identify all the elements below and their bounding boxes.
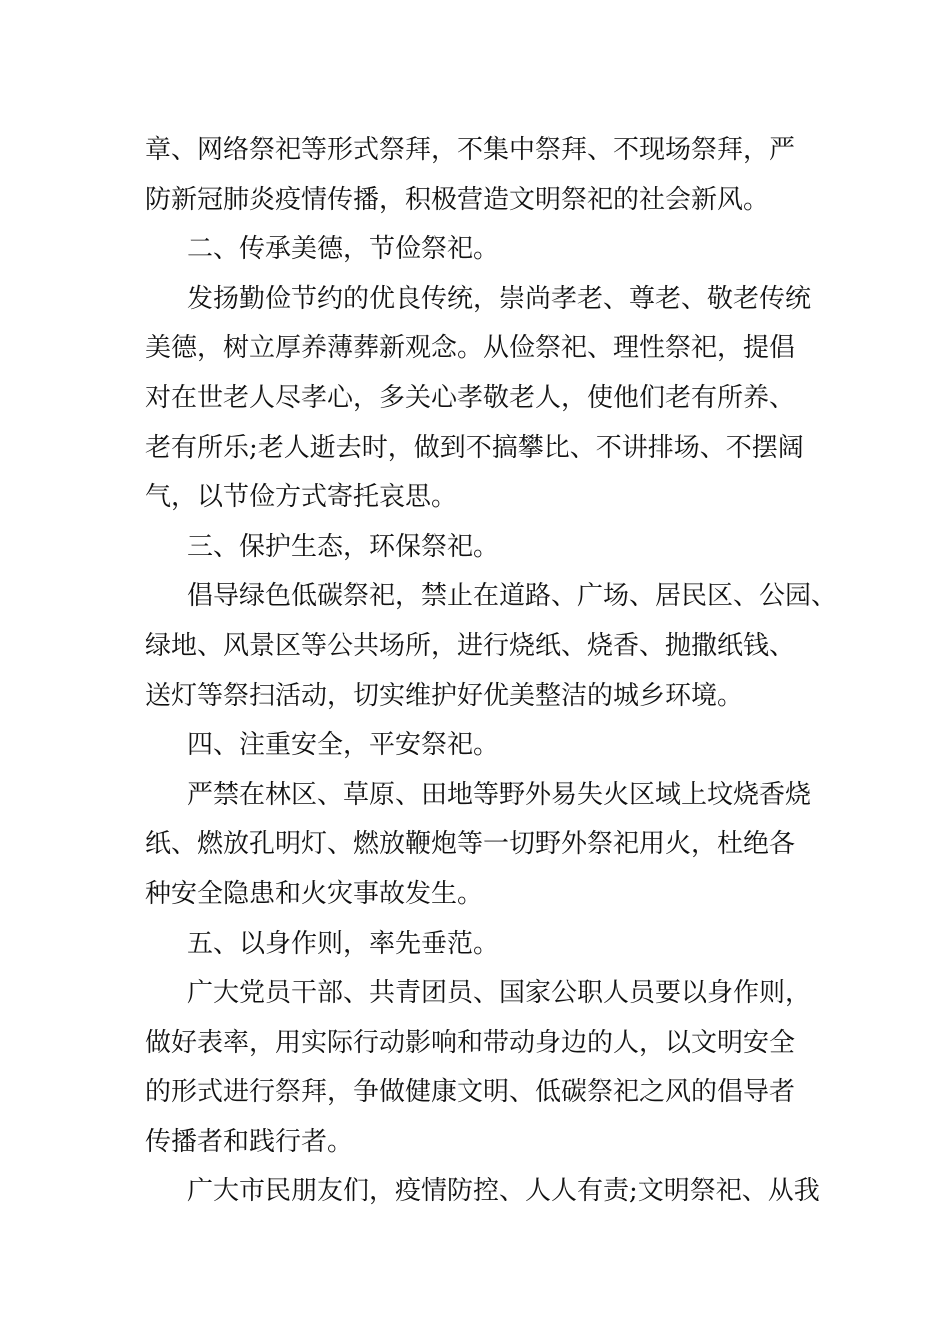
document-body xyxy=(145,126,838,1217)
text-line: 的形式进行祭拜，争做健康文明、低碳祭祀之风的倡导者 xyxy=(145,1077,796,1108)
section-heading: 三、保护生态，环保祭祀。 xyxy=(187,531,500,562)
text-line: 对在世老人尽孝心，多关心孝敬老人，使他们老有所养、 xyxy=(145,382,796,413)
text-line: 严禁在林区、草原、田地等野外易失火区域上坟烧香烧 xyxy=(187,779,812,810)
text-line: 章、网络祭祀等形式祭拜，不集中祭拜、不现场祭拜，严 xyxy=(145,135,796,165)
section-heading: 二、传承美德，节俭祭祀。 xyxy=(187,234,500,265)
text-line: 气，以节俭方式寄托哀思。 xyxy=(145,482,458,513)
text-line: 送灯等祭扫活动，切实维护好优美整洁的城乡环境。 xyxy=(145,680,744,711)
text-line: 老有所乐;老人逝去时，做到不搞攀比、不讲排场、不摆阔 xyxy=(145,432,804,463)
section-heading: 五、以身作则，率先垂范。 xyxy=(187,928,500,959)
section-heading: 四、注重安全，平安祭祀。 xyxy=(187,730,500,761)
text-line: 绿地、风景区等公共场所，进行烧纸、烧香、抛撒纸钱、 xyxy=(145,630,796,661)
text-line: 种安全隐患和火灾事故发生。 xyxy=(145,878,484,909)
text-line: 发扬勤俭节约的优良传统，崇尚孝老、尊老、敬老传统 xyxy=(187,283,812,314)
text-line: 广大党员干部、共青团员、国家公职人员要以身作则， xyxy=(187,978,812,1009)
text-line: 传播者和践行者。 xyxy=(145,1126,354,1157)
text-line: 纸、燃放孔明灯、燃放鞭炮等一切野外祭祀用火，杜绝各 xyxy=(145,829,796,860)
text-line: 广大市民朋友们，疫情防控、人人有责;文明祭祀、从我 xyxy=(187,1176,820,1207)
text-line: 美德，树立厚养薄葬新观念。从俭祭祀、理性祭祀，提倡 xyxy=(145,333,796,364)
text-line: 倡导绿色低碳祭祀，禁止在道路、广场、居民区、公园、 xyxy=(187,581,838,612)
text-line: 做好表率，用实际行动影响和带动身边的人，以文明安全 xyxy=(145,1027,796,1058)
text-line: 防新冠肺炎疫情传播，积极营造文明祭祀的社会新风。 xyxy=(145,184,770,215)
